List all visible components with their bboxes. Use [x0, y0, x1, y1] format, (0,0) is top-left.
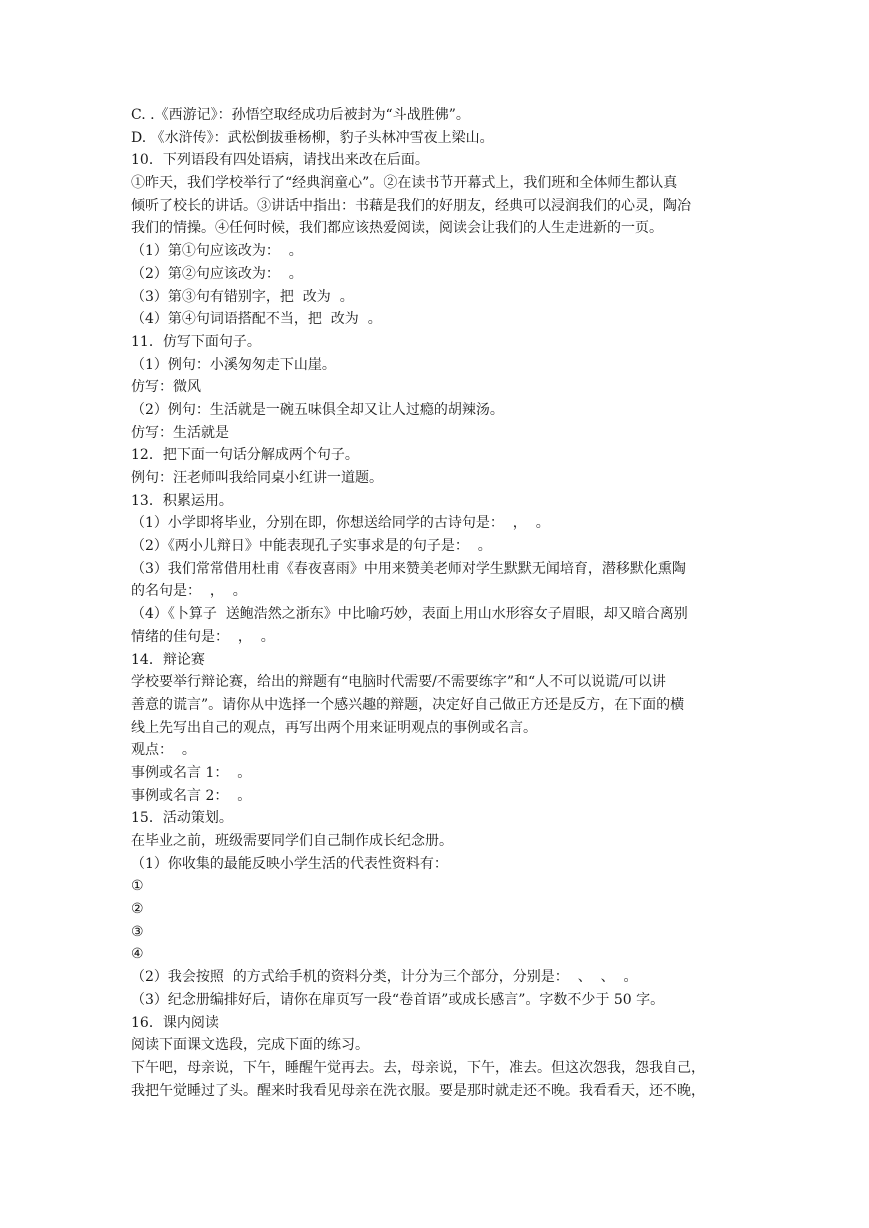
- question-15-item-3: （3）纪念册编排好后，请你在扉页写一段“卷首语”或成长感言”。字数不少于 50 字。: [131, 991, 665, 1008]
- question-13-item-4-line-2: 情绪的佳句是： ， 。: [131, 628, 275, 645]
- question-15-material-2: ②: [131, 901, 144, 918]
- question-13-item-2: （2）《两小儿辩日》中能表现孔子实事求是的句子是： 。: [131, 538, 492, 555]
- question-10-passage-line-3: 我们的情操。④任何时候，我们都应该热爱阅读，阅读会让我们的人生走进新的一页。: [131, 220, 663, 237]
- option-d-line: D. 《水浒传》：武松倒拔垂杨柳，豹子头林冲雪夜上梁山。: [131, 129, 494, 146]
- question-11-heading: 11．仿写下面句子。: [131, 333, 261, 350]
- question-16-passage-line-1: 下午吧，母亲说，下午，睡醒午觉再去。去，母亲说，下午，准去。但这次怨我，怨我自己，: [131, 1059, 705, 1076]
- question-11-imitation-1: 仿写：微风: [131, 379, 201, 396]
- question-15-material-4: ④: [131, 946, 144, 963]
- question-14-example-2: 事例或名言 2： 。: [131, 787, 252, 804]
- question-11-example-1: （1）例句：小溪匆匆走下山崖。: [131, 356, 336, 373]
- document-body: [131, 104, 741, 1102]
- question-10-item-4: （4）第④句词语搭配不当，把 改为 。: [131, 311, 382, 328]
- option-c-line: C. .《西游记》：孙悟空取经成功后被封为“斗战胜佛”。: [131, 107, 470, 123]
- question-14-prompt-line-3: 线上先写出自己的观点，再写出两个用来证明观点的事例或名言。: [131, 719, 537, 736]
- question-12-heading: 12．把下面一句话分解成两个句子。: [131, 447, 359, 464]
- question-15-material-3: ③: [131, 923, 144, 940]
- question-13-item-3-line-2: 的名句是： ， 。: [131, 583, 247, 600]
- question-10-passage-line-2: 倾听了校长的讲话。③讲话中指出：书藉是我们的好朋友，经典可以浸润我们的心灵，陶冶: [131, 197, 691, 214]
- question-11-imitation-2: 仿写：生活就是: [131, 424, 229, 441]
- question-12-example: 例句：汪老师叫我给同桌小红讲一道题。: [131, 470, 383, 486]
- question-11-example-2: （2）例句：生活就是一碗五味俱全却又让人过瘾的胡辣汤。: [131, 401, 504, 418]
- question-14-prompt-line-2: 善意的谎言”。请你从中选择一个感兴趣的辩题，决定好自己做正方还是反方，在下面的横: [131, 696, 685, 713]
- question-10-passage-line-1: ①昨天，我们学校举行了“经典润童心”。②在读书节开幕式上，我们班和全体师生都认真: [131, 175, 678, 192]
- question-10-item-3: （3）第③句有错别字，把 改为 。: [131, 288, 354, 305]
- question-14-example-1: 事例或名言 1： 。: [131, 764, 252, 781]
- question-15-intro: 在毕业之前，班级需要同学们自己制作成长纪念册。: [131, 833, 453, 849]
- question-13-heading: 13．积累运用。: [131, 492, 233, 509]
- question-14-viewpoint: 观点： 。: [131, 742, 196, 759]
- question-13-item-1: （1）小学即将毕业，分别在即，你想送给同学的古诗句是： ， 。: [131, 515, 550, 532]
- question-13-item-4-line-1: （4）《卜算子 送鲍浩然之浙东》中比喻巧妙，表面上用山水形容女子眉眼，却又暗合离别: [131, 606, 688, 623]
- question-10-item-1: （1）第①句应该改为： 。: [131, 243, 303, 260]
- question-14-prompt-line-1: 学校要举行辩论赛，给出的辩题有“电脑时代需要/不需要练字”和“人不可以说谎/可以讲: [131, 674, 666, 691]
- question-16-heading: 16．课内阅读: [131, 1014, 219, 1031]
- question-14-heading: 14．辩论赛: [131, 651, 205, 668]
- question-13-item-3-line-1: （3）我们常常借用杜甫《春夜喜雨》中用来赞美老师对学生默默无闻培育，潜移默化熏陶: [131, 560, 686, 577]
- question-15-material-1: ①: [131, 878, 144, 895]
- question-15-item-1: （1）你收集的最能反映小学生活的代表性资料有：: [131, 855, 448, 872]
- question-10-item-2: （2）第②句应该改为： 。: [131, 265, 303, 282]
- question-15-heading: 15．活动策划。: [131, 810, 233, 827]
- question-16-passage-line-2: 我把午觉睡过了头。醒来时我看见母亲在洗衣服。要是那时就走还不晚。我看看天，还不晚，: [131, 1082, 705, 1099]
- question-15-item-2: （2）我会按照 的方式给手机的资料分类，计分为三个部分，分别是： 、 、 。: [131, 969, 638, 986]
- question-10-heading: 10．下列语段有四处语病，请找出来改在后面。: [131, 152, 429, 169]
- question-16-instruction: 阅读下面课文选段，完成下面的练习。: [131, 1037, 369, 1054]
